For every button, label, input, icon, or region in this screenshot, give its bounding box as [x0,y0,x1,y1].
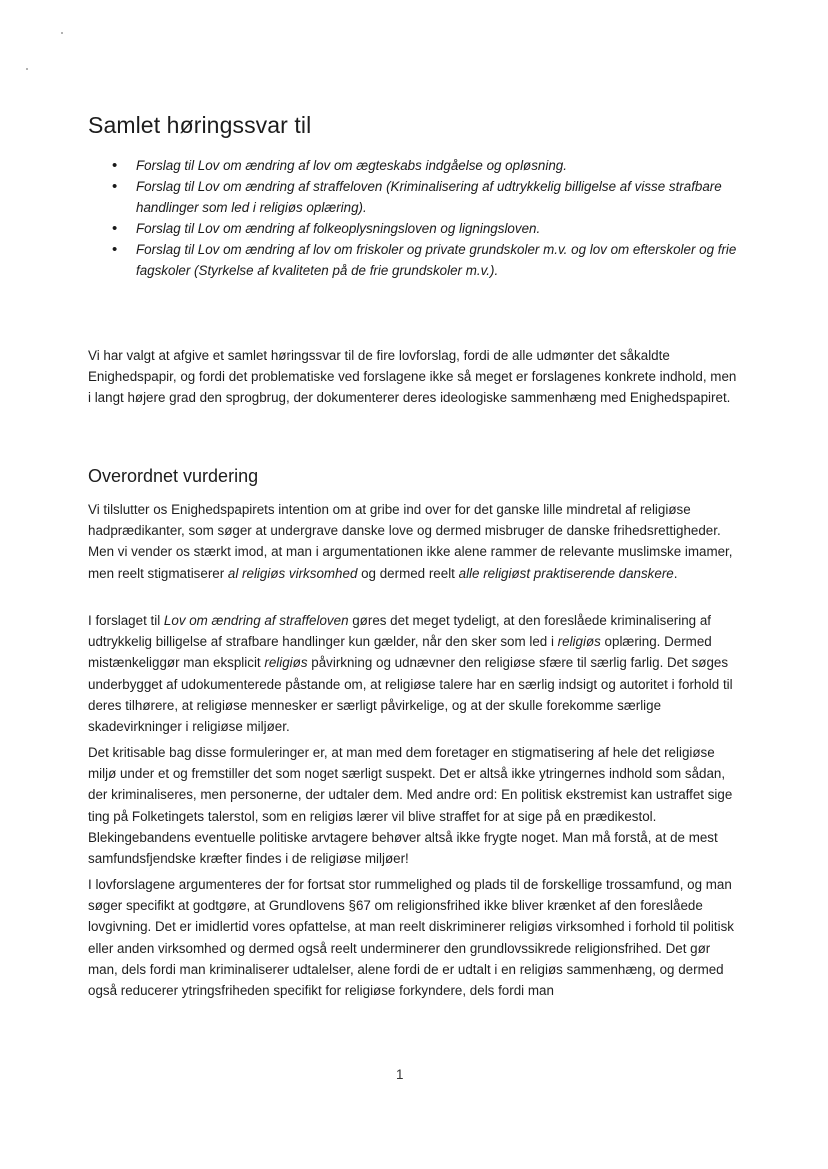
paragraph-1: Vi tilslutter os Enighedspapirets intention om at gribe ind over for det ganske lille mindretal af religiøse hadprædikanter, som søger at undergrave danske love og dermed misbruger de danske frihedsrettigheder. Men vi vender os stærkt imod, at man i argumentationen ikke alene rammer de relevante muslimske imamer, men reelt stigmatiserer al religiøs virksomhed og dermed reelt alle religiøst praktiserende danskere. [88,502,733,581]
page-title: Samlet høringssvar til [88,112,312,138]
paragraph-4: I lovforslagene argumenteres der for fortsat stor rummelighed og plads til de forskellige trossamfund, og man søger specifikt at godtgøre, at Grundlovens §67 om religionsfrihed ikke bliver krænket af den foreslåede lovgivning. Det er imidlertid vores opfattelse, at man reelt diskriminerer religiøs virksomhed i forhold til politisk eller anden virksomhed og dermed også reelt underminerer den grundlovssikrede religionsfrihed. Det gør man, dels fordi man kriminaliserer udtalelser, alene fordi de er udtalt i en religiøs sammenhæng, og dermed også reducerer ytringsfriheden specifikt for religiøse forkyndere, dels fordi man [88,877,734,999]
scan-speck [26,68,28,70]
paragraph-2: I forslaget til Lov om ændring af straffeloven gøres det meget tydeligt, at den foreslåede kriminalisering af udtrykkelig billigelse af strafbare handlinger kun gælder, når den sker som led i religiøs oplæring. Dermed mistænkeliggør man eksplicit religiøs påvirkning og udnævner den religiøse sfære til særlig farlig. Det søges underbygget af udokumenterede påstande om, at religiøse talere har en særlig indsigt og autoritet i forhold til deres tilhørere, at religiøse mennesker er særligt påvirkelige, og at der skulle forekomme særlige skadevirkninger i religiøse miljøer. [88,613,733,735]
proposal-item: • Forslag til Lov om ændring af lov om ægteskabs indgåelse og opløsning. [110,155,750,176]
proposal-item: • Forslag til Lov om ændring af folkeoplysningsloven og ligningsloven. [110,218,750,239]
proposal-item: • Forslag til Lov om ændring af lov om friskoler og private grundskoler m.v. og lov om efterskoler og frie fagskoler (Styrkelse af kvaliteten på de frie grundskoler m.v.). [110,239,750,281]
proposal-item: • Forslag til Lov om ændring af straffeloven (Kriminalisering af udtrykkelig billigelse af visse strafbare handlinger som led i religiøs oplæring). [110,176,750,218]
proposal-list [110,155,750,281]
section-heading: Overordnet vurdering [88,466,259,486]
paragraph-3: Det kritisable bag disse formuleringer er, at man med dem foretager en stigmatisering af hele det religiøse miljø under et og fremstiller det som noget særligt suspekt. Det er altså ikke ytringernes indhold som sådan, der kriminaliseres, men personerne, der udtaler dem. Med andre ord: En politisk ekstremist kan ustraffet sige ting på Folketingets talerstol, som en religiøs lærer vil blive straffet for at sige på en prædikestol. Blekingebandens eventuelle politiske arvtagere behøver altså ikke frygte noget. Man må forstå, at de mest samfundsfjendske kræfter findes i de religiøse miljøer! [88,745,733,867]
page-number: 1 [396,1067,404,1082]
intro-paragraph: Vi har valgt at afgive et samlet høringssvar til de fire lovforslag, fordi de alle udmønter det såkaldte Enighedspapir, og fordi det problematiske ved forslagene ikke så meget er forslagenes konkrete indhold, men i langt højere grad den sprogbrug, der dokumenterer deres ideologiske sammenhæng med Enighedspapiret. [88,348,737,406]
scan-speck [61,32,63,34]
